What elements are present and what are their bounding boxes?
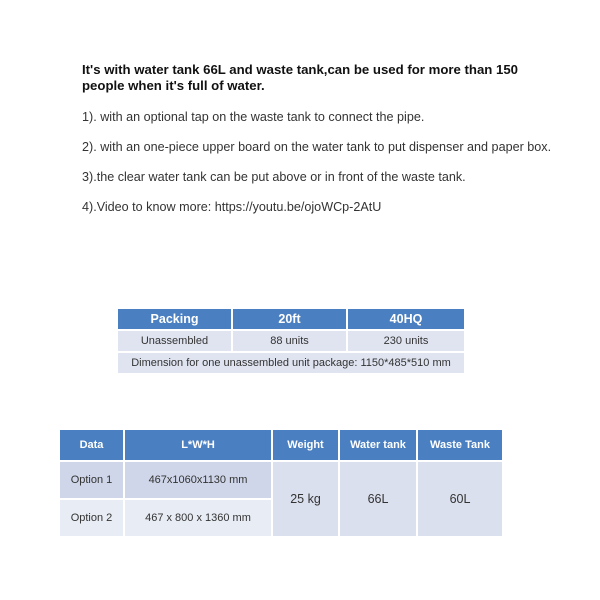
option-dimensions: 467 x 800 x 1360 mm xyxy=(125,500,271,536)
spec-header-data: Data xyxy=(60,430,123,460)
water-tank-value: 66L xyxy=(340,462,416,536)
packing-40hq-value: 230 units xyxy=(348,331,464,351)
packing-header-40hq: 40HQ xyxy=(348,309,464,329)
feature-point-2: 2). with an one-piece upper board on the water tank to put dispenser and paper box. xyxy=(82,140,552,154)
spec-header-weight: Weight xyxy=(273,430,338,460)
option-label: Option 2 xyxy=(60,500,123,536)
product-description xyxy=(82,62,552,229)
packing-table xyxy=(116,307,466,375)
spec-header-waste-tank: Waste Tank xyxy=(418,430,502,460)
feature-point-1: 1). with an optional tap on the waste tank to connect the pipe. xyxy=(82,110,425,124)
spec-header-water-tank: Water tank xyxy=(340,430,416,460)
option-label: Option 1 xyxy=(60,462,123,498)
spec-table xyxy=(58,428,504,538)
packing-header-packing: Packing xyxy=(118,309,231,329)
spec-header-row xyxy=(60,430,502,460)
spec-row-option-1 xyxy=(60,462,502,498)
option-dimensions: 467x1060x1130 mm xyxy=(125,462,271,498)
feature-point-3: 3).the clear water tank can be put above or in front of the waste tank. xyxy=(82,170,466,184)
packing-type: Unassembled xyxy=(118,331,231,351)
package-dimension-note: Dimension for one unassembled unit package: 1150*485*510 mm xyxy=(118,353,464,373)
waste-tank-value: 60L xyxy=(418,462,502,536)
packing-20ft-value: 88 units xyxy=(233,331,346,351)
headline: It's with water tank 66L and waste tank,can be used for more than 150 people when it's full of water. xyxy=(82,62,519,93)
packing-row xyxy=(118,331,464,351)
packing-note-row xyxy=(118,353,464,373)
spec-header-lwh: L*W*H xyxy=(125,430,271,460)
packing-header-row xyxy=(118,309,464,329)
feature-point-4-video-link[interactable]: 4).Video to know more: https://youtu.be/ojoWCp-2AtU xyxy=(82,200,382,214)
weight-value: 25 kg xyxy=(273,462,338,536)
packing-header-20ft: 20ft xyxy=(233,309,346,329)
